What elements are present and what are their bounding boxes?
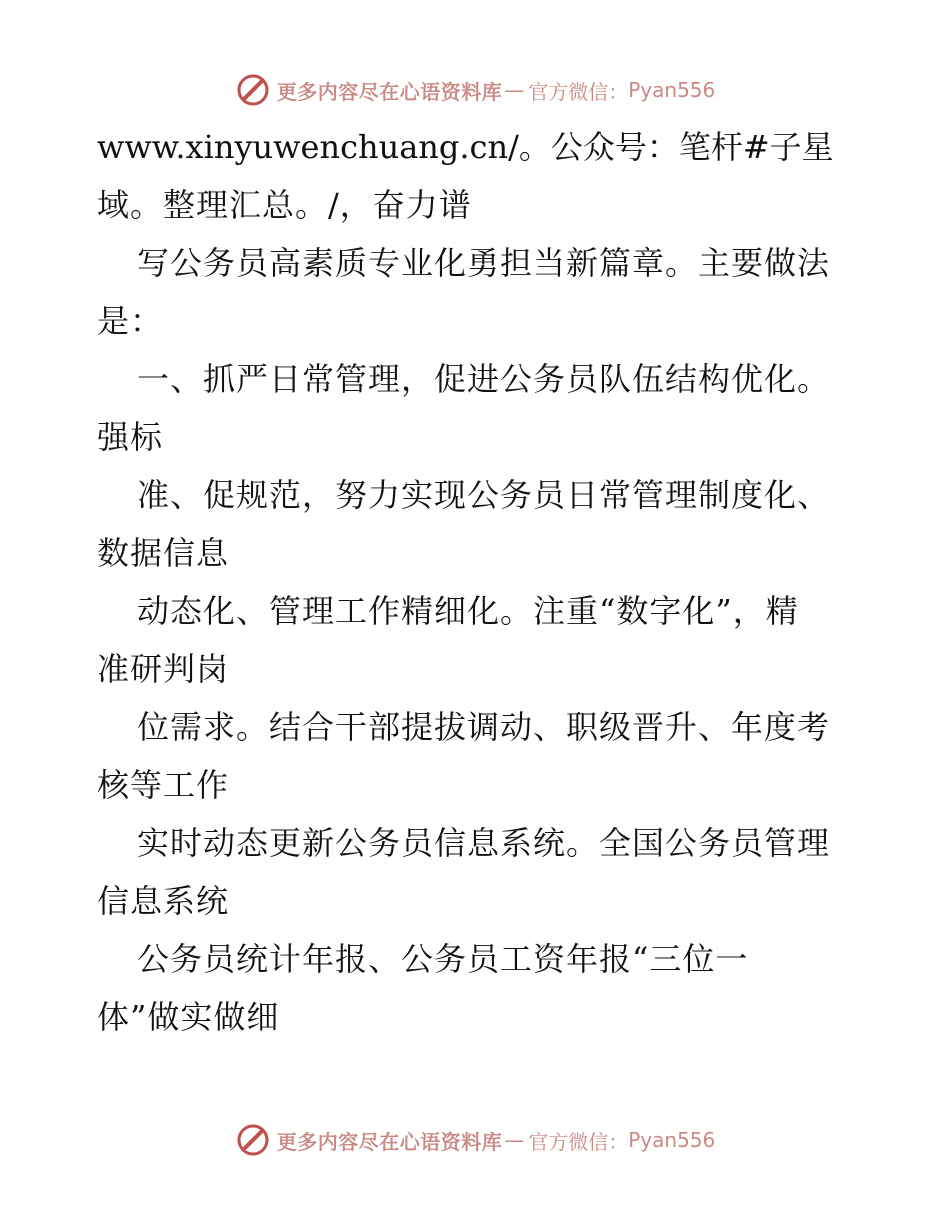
body-line: 域。整理汇总。/，奋力谱 (97, 186, 472, 224)
body-line: 强标 (97, 418, 164, 456)
header-watermark (0, 70, 950, 110)
body-line: 位需求。结合干部提拔调动、职级晋升、年度考 (137, 708, 831, 746)
body-line: 信息系统 (97, 882, 230, 920)
body-line: 准、促规范，努力实现公务员日常管理制度化、 (137, 476, 831, 514)
footer-watermark (0, 1120, 950, 1160)
body-line: 一、抓严日常管理，促进公务员队伍结构优化。 (137, 360, 831, 398)
body-line: 动态化、管理工作精细化。注重“数字化”，精 (137, 592, 799, 630)
body-line: 写公务员高素质专业化勇担当新篇章。主要做法 (137, 244, 831, 282)
watermark-site-text: 更多内容尽在心语资料库 (276, 1129, 503, 1154)
body-line: 实时动态更新公务员信息系统。全国公务员管理 (137, 824, 831, 862)
watermark-separator: — (504, 78, 525, 102)
body-line: 公务员统计年报、公务员工资年报“三位一 (137, 940, 749, 978)
document-body (97, 118, 857, 1046)
watermark-wechat-label: 官方微信： (528, 79, 629, 104)
red-pen-circle-logo-icon (235, 1122, 271, 1158)
watermark-site-text: 更多内容尽在心语资料库 (276, 79, 503, 104)
body-line: 是： (97, 302, 164, 340)
watermark-separator: — (504, 1128, 525, 1152)
body-line: 准研判岗 (97, 650, 230, 688)
body-line: 数据信息 (97, 534, 230, 572)
body-line: 体”做实做细 (97, 998, 280, 1036)
body-line: www.xinyuwenchuang.cn/。公众号：笔杆#子星 (97, 128, 834, 166)
red-pen-circle-logo-icon (235, 72, 271, 108)
watermark-account: Pyan556 (628, 1128, 716, 1152)
watermark-wechat-label: 官方微信： (528, 1129, 629, 1154)
watermark-account: Pyan556 (628, 78, 716, 102)
body-line: 核等工作 (97, 766, 230, 804)
